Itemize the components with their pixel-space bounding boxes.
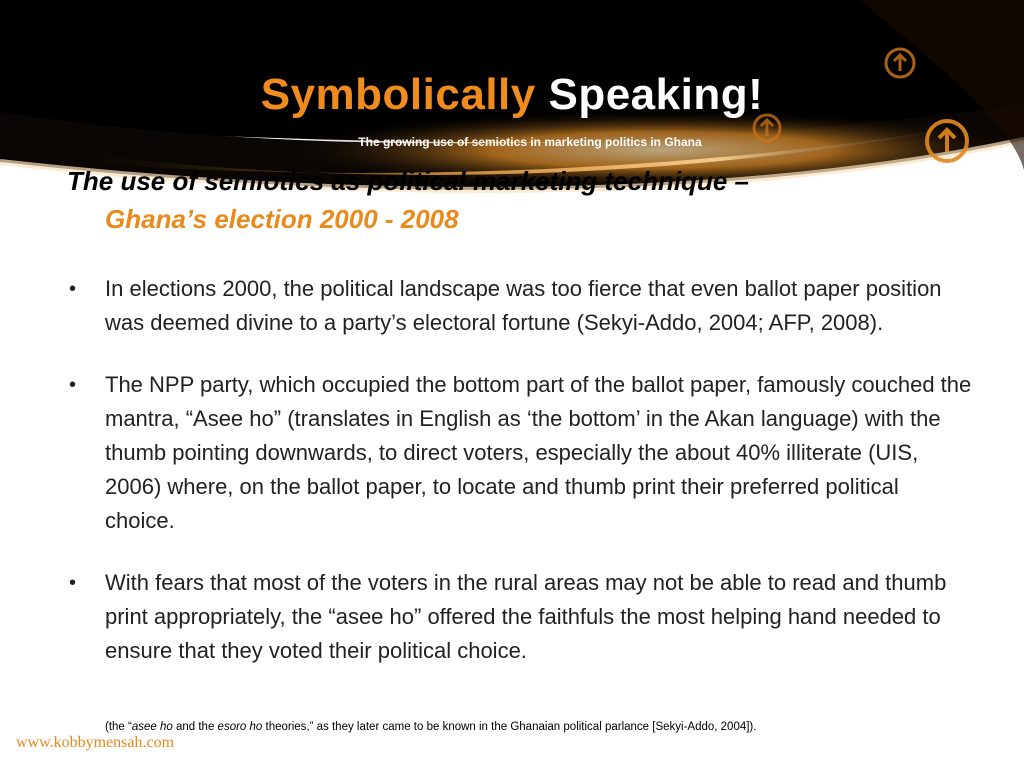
section-heading xyxy=(67,162,967,238)
note-term-esoro-ho: esoro ho xyxy=(217,721,263,733)
page-subtitle: The growing use of semiotics in marketing politics in Ghana xyxy=(358,135,702,149)
bullet-dot: • xyxy=(69,374,77,396)
bullet-dot: • xyxy=(69,278,77,300)
note-suffix: theories,” as they later came to be known in the Ghanaian political parlance [Sekyi-Addo, 2004]). xyxy=(262,721,757,733)
heading-line-2: Ghana’s election 2000 - 2008 xyxy=(105,204,459,234)
bullet-item xyxy=(67,272,972,340)
page-title xyxy=(0,70,1024,120)
note-middle: and the xyxy=(172,721,218,733)
title-rest: Speaking! xyxy=(535,70,764,119)
bullet-text: With fears that most of the voters in the rural areas may not be able to read and thumb print appropriately, the “asee ho” offered the faithfuls the most helping hand needed to ensure that they voted their political choice. xyxy=(105,570,947,663)
bullet-list xyxy=(67,272,972,696)
bullet-dot: • xyxy=(69,572,77,594)
bullet-item xyxy=(67,566,972,668)
footnote xyxy=(105,721,756,733)
heading-line-1: The use of semiotics as political marketing technique – xyxy=(67,166,749,196)
note-term-asee-ho: asee ho xyxy=(131,721,173,733)
bullet-text: In elections 2000, the political landscape was too fierce that even ballot paper position was deemed divine to a party’s electoral fortune (Sekyi-Addo, 2004; AFP, 2008). xyxy=(105,276,942,335)
title-highlight: Symbolically xyxy=(260,70,536,119)
bullet-item xyxy=(67,368,972,538)
footer-url[interactable]: www.kobbymensah.com xyxy=(16,734,175,751)
bullet-text: The NPP party, which occupied the bottom part of the ballot paper, famously couched the mantra, “Asee ho” (translates in English as ‘the bottom’ in the Akan language) with the thumb pointing downwards, to direct voters, especially the about 40% illiterate (UIS, 2006) where, on the ballot paper, to locate and thumb print their preferred political choice. xyxy=(105,372,972,533)
note-prefix: (the “ xyxy=(105,721,132,733)
